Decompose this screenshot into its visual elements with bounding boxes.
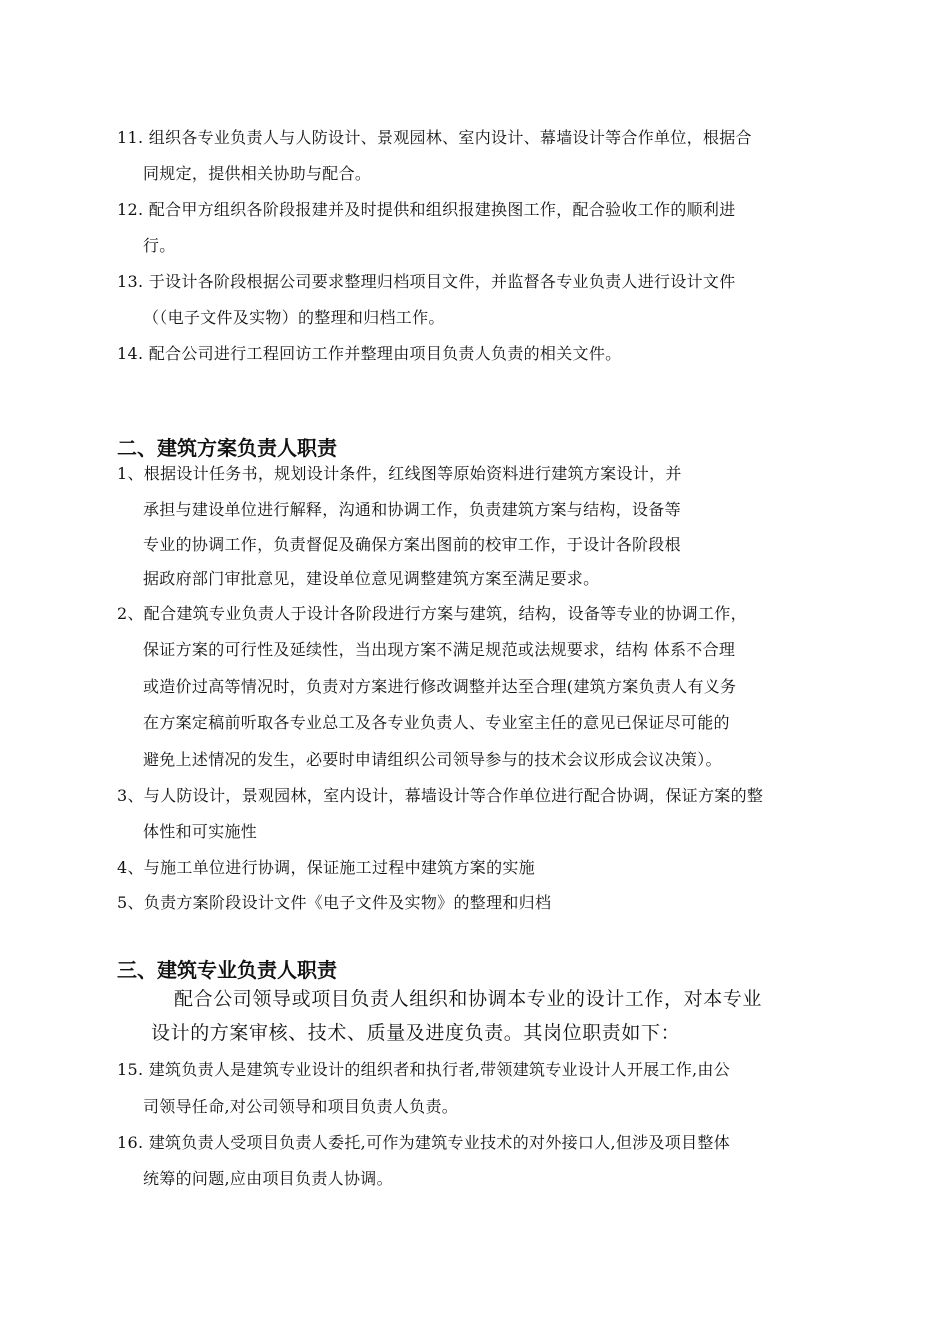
- list-item-line: 专业的协调工作，负责督促及确保方案出图前的校审工作，于设计各阶段根: [143, 535, 681, 554]
- list-item-line: 3、与人防设计，景观园林，室内设计，幕墙设计等合作单位进行配合协调，保证方案的整: [117, 786, 764, 805]
- list-item-line: 行。: [143, 236, 176, 255]
- list-item-line: 4、与施工单位进行协调，保证施工过程中建筑方案的实施: [117, 858, 535, 877]
- section-heading: 三、建筑专业负责人职责: [117, 958, 337, 982]
- list-item-line: （（电子文件及实物）的整理和归档工作。: [143, 308, 445, 327]
- list-item-line: 避免上述情况的发生，必要时申请组织公司领导参与的技术会议形成会议决策）。: [143, 750, 722, 769]
- section-heading: 二、建筑方案负责人职责: [117, 436, 337, 460]
- list-item-line: 在方案定稿前听取各专业总工及各专业负责人、专业室主任的意见已保证尽可能的: [143, 713, 730, 732]
- list-item-line: 司领导任命,对公司领导和项目负责人负责。: [143, 1097, 459, 1116]
- list-item-line: 或造价过高等情况时，负责对方案进行修改调整并达至合理(建筑方案负责人有义务: [143, 677, 737, 696]
- list-item-line: 15. 建筑负责人是建筑专业设计的组织者和执行者,带领建筑专业设计人开展工作,由公: [117, 1060, 731, 1079]
- list-item-line: 1、根据设计任务书，规划设计条件，红线图等原始资料进行建筑方案设计，并: [117, 464, 682, 483]
- list-item-line: 承担与建设单位进行解释，沟通和协调工作，负责建筑方案与结构，设备等: [143, 500, 681, 519]
- list-item-line: 16. 建筑负责人受项目负责人委托,可作为建筑专业技术的对外接口人,但涉及项目整体: [117, 1133, 731, 1152]
- list-item-line: 体性和可实施性: [143, 822, 258, 841]
- intro-paragraph-line: 设计的方案审核、技术、质量及进度负责。其岗位职责如下：: [151, 1022, 681, 1044]
- list-item-line: 2、配合建筑专业负责人于设计各阶段进行方案与建筑，结构，设备等专业的协调工作，: [117, 604, 747, 623]
- list-item-line: 5、负责方案阶段设计文件《电子文件及实物》的整理和归档: [117, 893, 552, 912]
- list-item-line: 同规定，提供相关协助与配合。: [143, 164, 372, 183]
- list-item-line: 11. 组织各专业负责人与人防设计、景观园林、室内设计、幕墙设计等合作单位，根据合: [117, 128, 752, 147]
- intro-paragraph-line: 配合公司领导或项目负责人组织和协调本专业的设计工作，对本专业: [174, 988, 763, 1010]
- list-item-line: 据政府部门审批意见，建设单位意见调整建筑方案至满足要求。: [143, 569, 600, 588]
- list-item-line: 统筹的问题,应由项目负责人协调。: [143, 1169, 393, 1188]
- list-item-line: 保证方案的可行性及延续性，当出现方案不满足规范或法规要求，结构 体系不合理: [143, 640, 736, 659]
- list-item-line: 12. 配合甲方组织各阶段报建并及时提供和组织报建换图工作，配合验收工作的顺利进: [117, 200, 736, 219]
- list-item-line: 13. 于设计各阶段根据公司要求整理归档项目文件，并监督各专业负责人进行设计文件: [117, 272, 736, 291]
- list-item-line: 14. 配合公司进行工程回访工作并整理由项目负责人负责的相关文件。: [117, 344, 622, 363]
